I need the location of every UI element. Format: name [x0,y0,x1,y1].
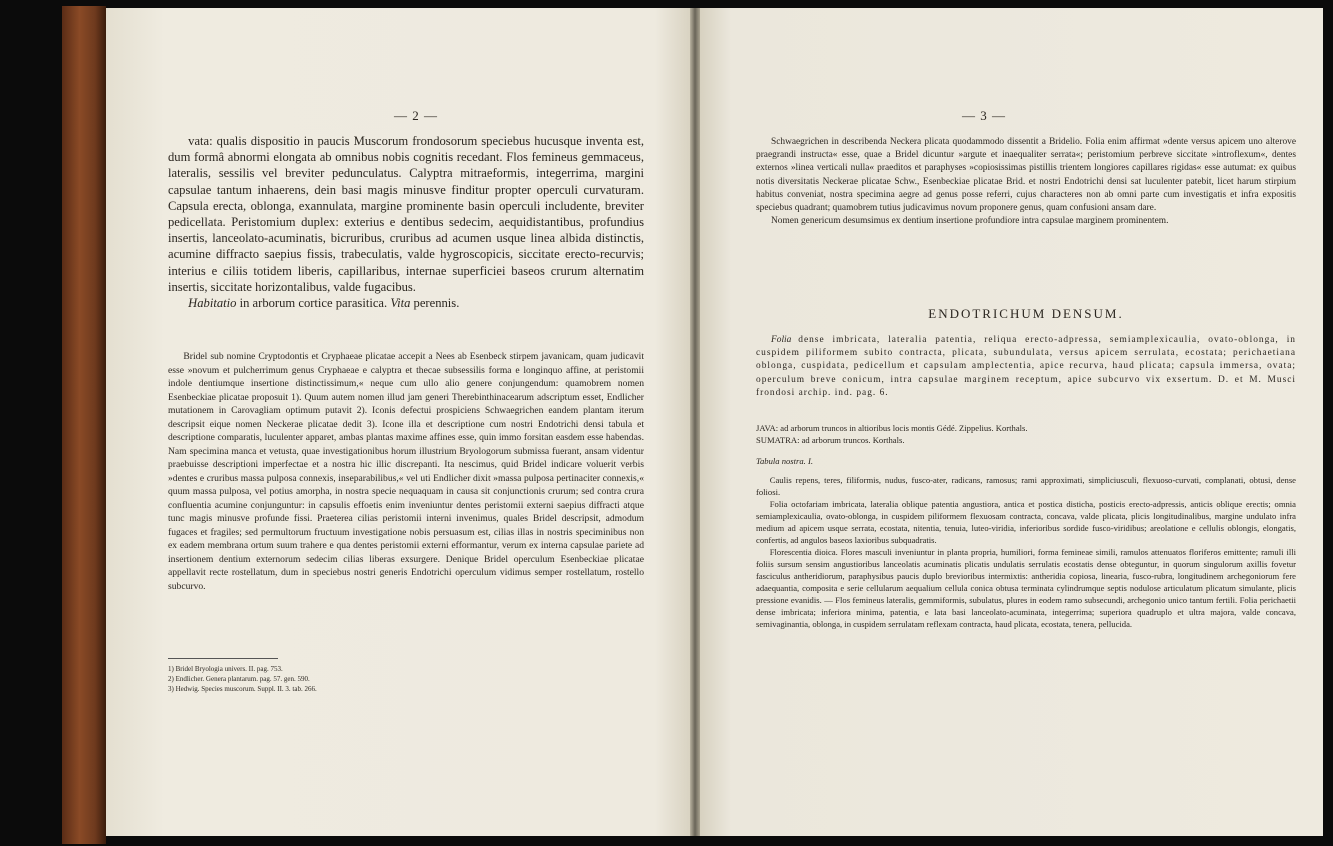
vita-label: Vita [390,296,411,311]
footnotes [168,664,528,694]
left-page [106,8,690,836]
diagnosis-text: dense imbricata, lateralia patentia, reliqua erecto-adpressa, semiamplexicaulia, ovato-oblonga, in cuspidem piliformem subito contracta, plicata, subundulata, versus apicem serrulata, ecostata; perichaetiana oblonga, cuspidata, pedicellum et capsulam amplectentia, apice recurva, haud plicata; capsula immersa, ovata; operculum breve conicum, intra capsulae marginem receptum, apice subcurvo vix exsertum. D. et M. Musci frondosi archip. ind. pag. 6. [756,335,1296,398]
footnote: 3) Hedwig. Species muscorum. Suppl. II. 3. tab. 266. [168,685,317,693]
footnote: 1) Bridel Bryologia univers. II. pag. 753. [168,665,283,673]
genus-characters: vata: qualis dispositio in paucis Muscorum frondosorum speciebus hucusque inventa est, dum formâ abnormi elongata ab omnibus nobis cognitis recedant. Flos femineus gemmaceus, lateralis, sessilis vel breviter pedunculatus. Calyptra mitraeformis, integerrima, margini capsulae tantum inhaerens, dein basi magis minusve finditur propter operculi curvaturam. Capsula erecta, oblonga, exannulata, margine prominente basin operculi includente, breviter pedicellata. Peristomium duplex: exterius e dentibus sedecim, aequidistantibus, profundius insertis, lanceolato-acuminatis, bicruribus, cruribus ad acumen usque linea albida distinctis, acumine diffracto saepius fissis, trabeculatis, valde hygroscopicis, siccitate erecto-recurvis; interius e ciliis totidem liberis, capillaribus, internae superficiei baseos crurum alternatim insertis, siccitate horizontalibus, valde fugacibus. [168,134,644,294]
plate-reference: Tabula nostra. I. [756,456,813,466]
intro-paragraph: Nomen genericum desumsimus ex dentium insertione profundiore intra capsulae marginem prominentem. [771,216,1169,227]
description-paragraph: Folia octofariam imbricata, lateralia oblique patentia angustiora, antica et postica disticha, posticis erecto-adpressis, anticis oblique erectis; omnia semiamplexicaulia, ovato-oblonga, in cuspidem piliformem flexuosam contracta, concava, valde plicata, plicis longitudinalibus, margine undulato infra medium ad apicem usque serrata, ecostata, nitentia, tenuia, luteo-viridia, inferioribus sordide fusco-viridibus; areolatione e cellulis oblongis, elongatis, confertis, ad angulos baseos laxioribus subquadratis. [756,499,1296,545]
species-heading: ENDOTRICHUM DENSUM. [928,306,1124,321]
genus-description [168,133,644,311]
locality-java: JAVA: ad arborum truncos in altioribus locis montis Gédé. Zippelius. Korthals. [756,423,1028,433]
localities [756,422,1296,446]
footnote: 2) Endlicher. Genera plantarum. pag. 57. gen. 590. [168,675,310,683]
right-page [700,8,1323,836]
book-gutter [690,8,700,836]
habitatio-line [168,295,644,311]
commentary-paragraph: Bridel sub nomine Cryptodontis et Cryphaeae plicatae accepit a Nees ab Esenbeck stirpem javanicam, quam judicavit esse »novum et pulcherrimum genus Cryphaeae e calyptra et thecae subsessilis forma e longinquo affine, at peristomii indole dentiumque insertione distinctissimum,« neque cum ullo alio genere conjungendum: quamobrem nomen Esenbeckiae plicatae proposuit 1). Quum autem nomen illud jam generi Therebinthinacearum adscriptum esset, Endlicher mutationem in Carovagliam optimum putavit 2). Iconis defectui prospiciens Schwaegrichen eandem plantam iterum descripsit eique nomen Neckerae plicatae dedit 3). Icone illa et descriptione cum nostri Endotrichi densi tabula et descriptione comparatis, luculenter apparet, ambas plantas maxime affines esse, quin immo forsitan easdem esse habendas. Nam specimina manca et vetusta, quae investigationibus horum illustrium Bryologorum submissa fuerant, ansam videntur praebuisse descriptioni imperfectae et a nostra hic illic discrepanti. Ita nescimus, quid Bridel indicare voluerit verbis »dentes e cruribus massa pulposa connexis, inseparabilibus,« vel uti Endlicher dixit »massa pulposa pertinaciter connexis,« quum massa pulposa, vel potius amorpha, in nostra specie nequaquam in causa sit conjunctionis crurum; sed contra crura confluentia acumine conjunguntur: in capsulis effoetis enim inveniuntur dentes peristomii externi saepius diffracti atque tunc magis minusve profunde fissi. Praeterea cilias peristomii interni invenimus, quales Bridel descripsit, admodum fugaces et fragiles; sed permultorum fructuum investigatione nobis persuasum est, cilias illas in nostris speciminibus non ex eadem membrana ortum suum trahere e qua dentes peristomii externi efformantur, verum ex interna capsulae pariete ad insertionem dentium externorum sedecim cilias liberas exsurgere. Denique Bridel operculum Esenbeckiae plicatae appellavit recte rostellatum, dum in speciebus nostri generis Endotrichi operculum vidimus semper rostellatum, rostello subcurvo. [168,351,644,592]
introduction [756,136,1296,228]
diagnosis [756,334,1296,400]
page-number: — 2 — [394,108,438,123]
intro-paragraph: Schwaegrichen in describenda Neckera plicata quodammodo dissentit a Bridelio. Folia enim affirmat »dente versus apicem uno alterove praegrandi instructa« esse, quae a Bridel dicuntur »argute et inaequaliter serrata«; peristomium perbreve siccitate »introflexum«, dentes externos »linea verticali nulla« praeditos et paraphyses »copiosissimas pistillis trientem longiores capillares rigidas« esse autumat: ex quibus notis diversitatis Neckerae plicatae Schw., Esenbeckiae plicatae Brid. et nostri Endotrichi densi sat luculenter patebit, licet harum stirpium habitus conveniat, nostra specimina aegre ad genus posse referri, cujus characteres non ab omni parte cum investigatis et infra expositis speciebus quadrant; quamobrem tutius judicavimus novum proponere genus, quam confusioni ansam dare. [756,137,1296,214]
habitatio-text: in arborum cortice parasitica. [239,296,388,311]
diagnosis-label: Folia [771,335,792,345]
page-number: — 3 — [962,108,1006,123]
book-cover-edge [62,6,106,844]
species-description [756,474,1296,630]
vita-text: perennis. [413,296,460,311]
description-paragraph: Florescentia dioica. Flores masculi inveniuntur in planta propria, humiliori, forma femineae simili, ramulos attenuatos floriferos emittente; ramuli illi foliis sursum sensim angustioribus lanceolatis acuminatis plicatis undulatis serrulatis ecostatis dense obteguntur, in quorum singulorum axillis fovetur fasciculus antheridiorum, paraphysibus paucis duplo brevioribus intermixtis: antheridia copiosa, linearia, fusco-rubra, longitudinem archegoniorum fere adaequantia, composita e serie cellularum aequalium cellula conica obtusa terminata cylindrumque septis nodulose articulatum plicatum simulante, plicis pressione evanidis. — Flos femineus lateralis, gemmiformis, subulatus, plures in eodem ramo subsecundi, archegonio unico tantum fertili. Folia perichaetii dense imbricata; inferiora minima, patentia, e lata basi lanceolato-acuminata, integerrima; superiora quadruplo et ultra majora, valde concava, semivaginantia, oblonga, in cuspidem serrulatam reflexam contracta, haud plicata, ecostata, tenera, pellucida. [756,547,1296,629]
footnote-rule [168,658,278,659]
habitatio-label: Habitatio [188,296,237,311]
locality-sumatra: SUMATRA: ad arborum truncos. Korthals. [756,435,905,445]
description-paragraph: Caulis repens, teres, filiformis, nudus, fusco-ater, radicans, ramosus; rami approximati, simpliciusculi, flexuoso-curvati, complanati, obtusi, dense foliosi. [756,475,1296,497]
commentary [168,350,644,593]
